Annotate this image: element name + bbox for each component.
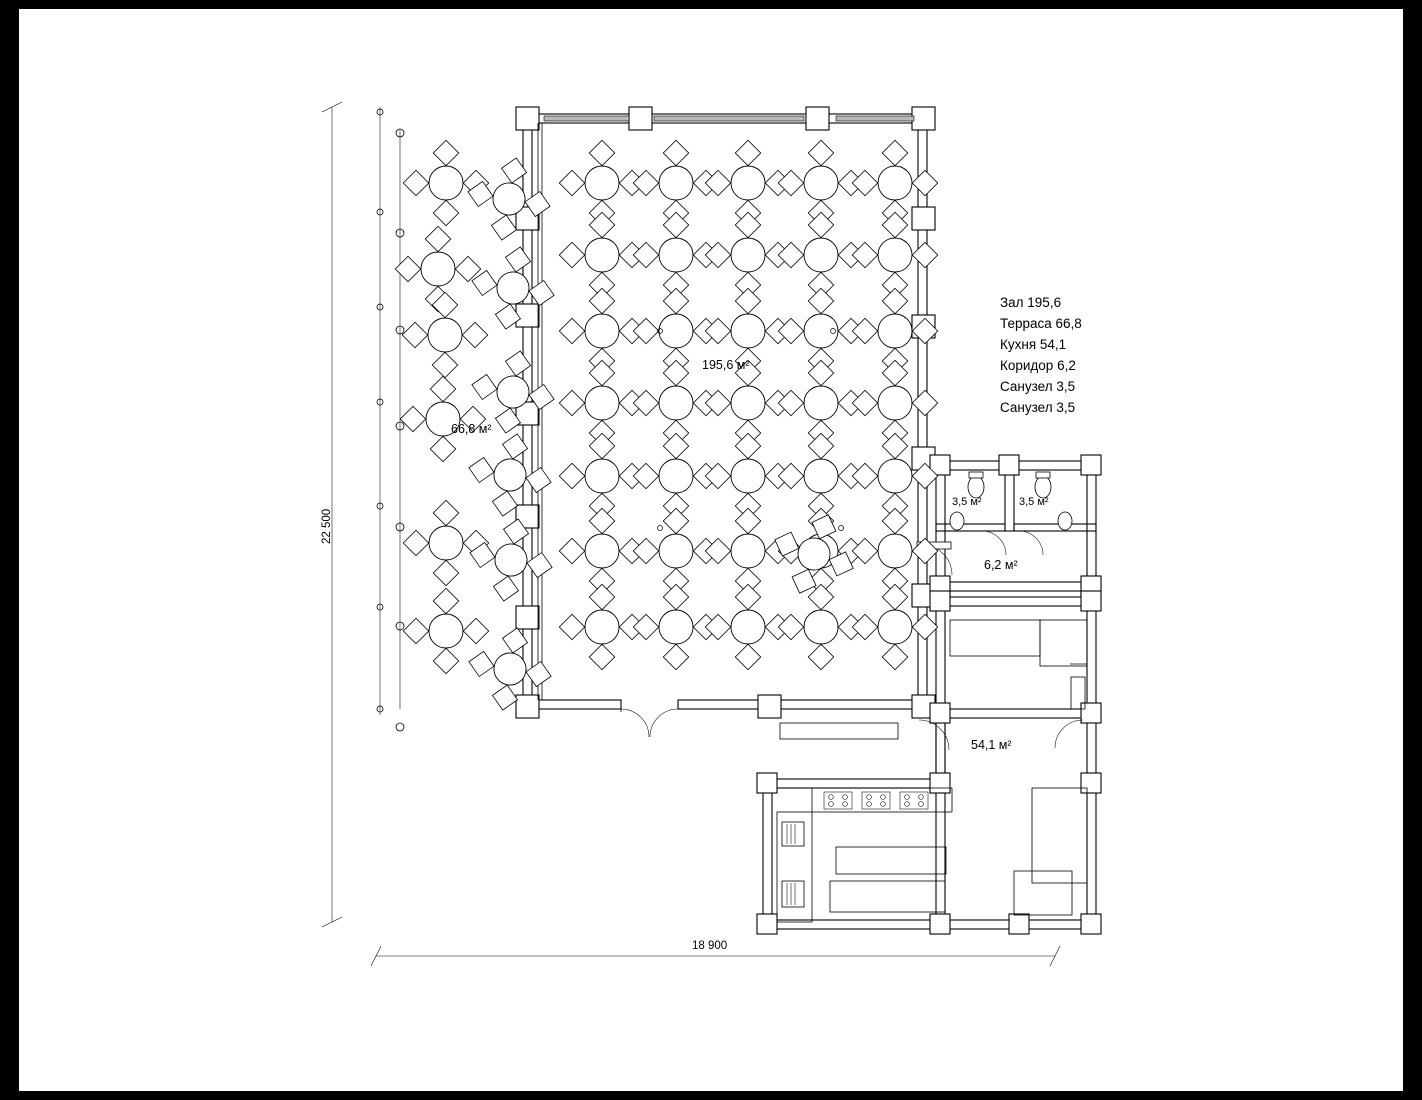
room-label-kitchen: 54,1 м² [971,738,1012,752]
room-label-wc-left: 3,5 м² [952,496,982,508]
legend-item-terrace: Терраса 66,8 [1000,316,1082,331]
drawing-paper [19,9,1403,1091]
dimension-horizontal: 18 900 [692,940,728,952]
room-label-hall: 195,6 м² [702,358,750,372]
room-label-wc-right: 3,5 м² [1019,496,1049,508]
room-label-corridor: 6,2 м² [984,558,1018,572]
bar-counter [780,723,898,739]
hall-furniture [559,140,937,669]
dimension-vertical: 22 500 [321,508,333,544]
room-label-terrace: 66,8 м² [451,422,492,436]
bathrooms-block [917,455,1101,596]
legend-item-corridor: Коридор 6,2 [1000,358,1076,373]
legend-item-hall: Зал 195,6 [1000,295,1062,310]
legend-item-wc-1: Санузел 3,5 [1000,379,1076,394]
legend-item-kitchen: Кухня 54,1 [1000,337,1067,352]
kitchen-block [757,591,1101,934]
legend-item-wc-2: Санузел 3,5 [1000,400,1076,415]
floorplan-vector [19,9,1403,1091]
entrance-doors [621,709,678,737]
